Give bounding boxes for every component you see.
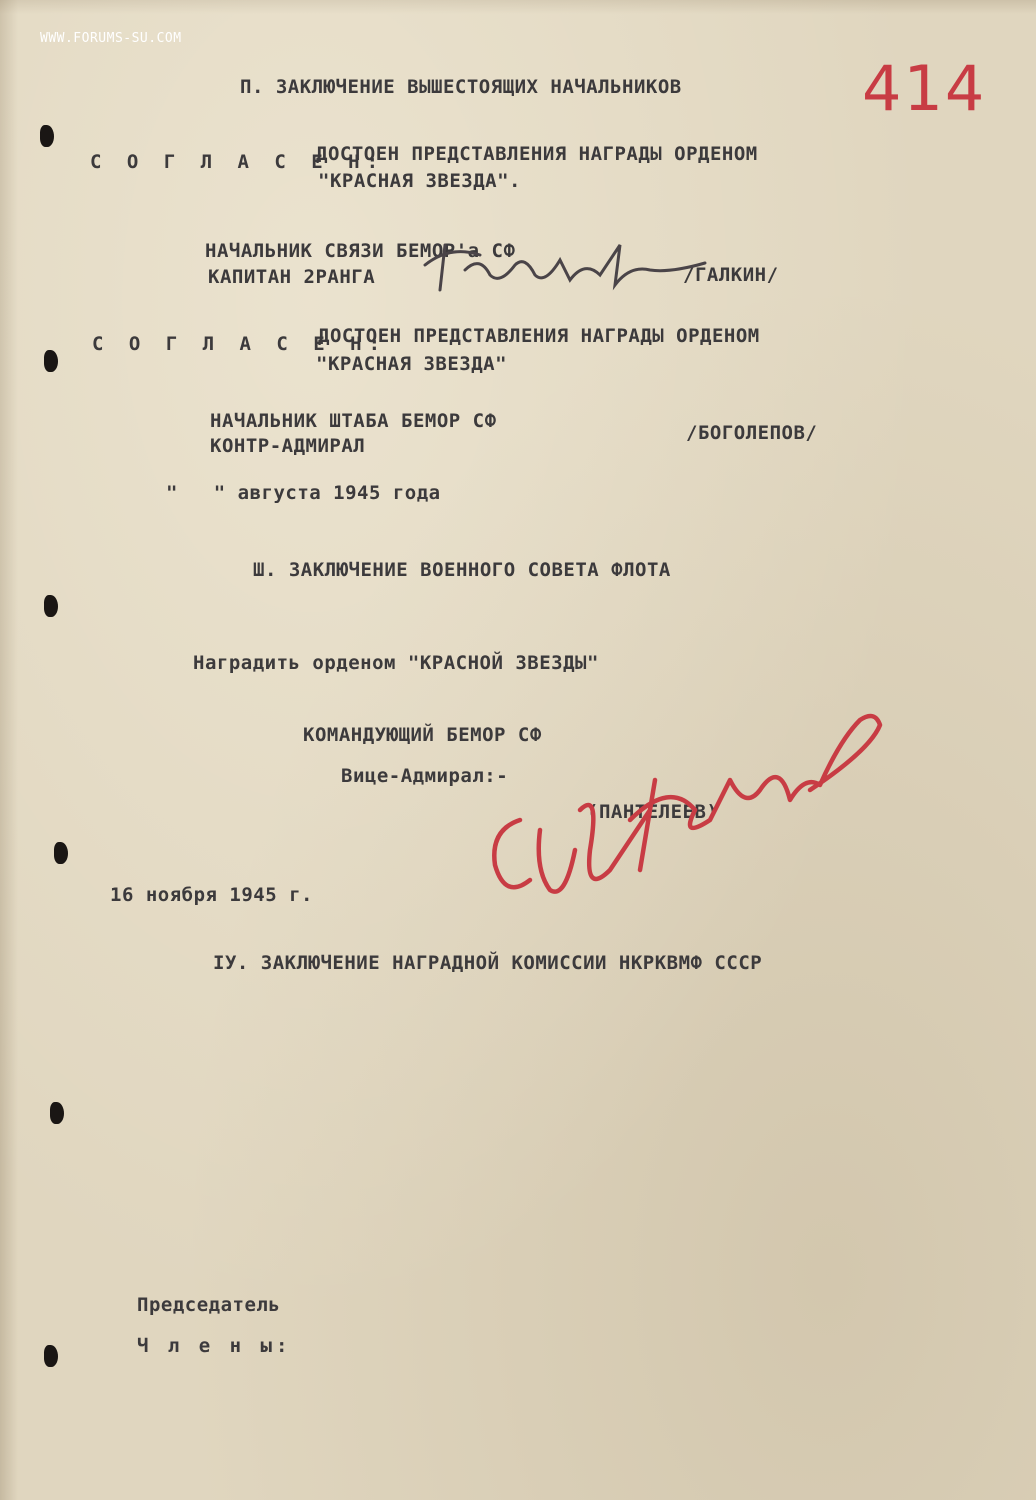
signature-galkin bbox=[420, 225, 710, 305]
agree-label: С О Г Л А С Е Н: bbox=[92, 333, 388, 355]
section2-heading: П. ЗАКЛЮЧЕНИЕ ВЫШЕСТОЯЩИХ НАЧАЛЬНИКОВ bbox=[240, 76, 682, 98]
signatory-title: НАЧАЛЬНИК ШТАБА БЕМОР СФ bbox=[210, 410, 497, 432]
section2-date: " " августа 1945 года bbox=[166, 482, 441, 504]
recommendation-line: ДОСТОЕН ПРЕДСТАВЛЕНИЯ НАГРАДЫ ОРДЕНОМ bbox=[318, 325, 760, 347]
binder-hole bbox=[44, 1345, 58, 1367]
chairman-label: Председатель bbox=[137, 1294, 281, 1316]
binder-hole bbox=[50, 1102, 64, 1124]
section3-heading: Ш. ЗАКЛЮЧЕНИЕ ВОЕННОГО СОВЕТА ФЛОТА bbox=[253, 559, 671, 581]
signatory-rank: КАПИТАН 2РАНГА bbox=[208, 266, 376, 288]
binder-hole bbox=[54, 842, 68, 864]
award-decision: Наградить орденом "КРАСНОЙ ЗВЕЗДЫ" bbox=[193, 652, 599, 674]
section4-heading: IУ. ЗАКЛЮЧЕНИЕ НАГРАДНОЙ КОМИССИИ НКРКВМФ СССР bbox=[213, 952, 763, 974]
signatory-name: /БОГОЛЕПОВ/ bbox=[686, 422, 818, 444]
recommendation-award: "КРАСНАЯ ЗВЕЗДА" bbox=[316, 353, 508, 375]
recommendation-award: "КРАСНАЯ ЗВЕЗДА". bbox=[318, 170, 521, 192]
members-label: Ч л е н ы: bbox=[137, 1335, 292, 1357]
binder-hole bbox=[44, 595, 58, 617]
page-number: 414 bbox=[862, 52, 987, 125]
watermark: WWW.FORUMS-SU.COM bbox=[40, 31, 182, 46]
signatory-rank: Вице-Адмирал:- bbox=[341, 765, 509, 787]
signatory-title: НАЧАЛЬНИК СВЯЗИ БЕМОР'а СФ bbox=[205, 240, 516, 262]
recommendation-line: ДОСТОЕН ПРЕДСТАВЛЕНИЯ НАГРАДЫ ОРДЕНОМ bbox=[316, 143, 758, 165]
signatory-name: (ПАНТЕЛЕЕВ) bbox=[587, 801, 719, 823]
section3-date: 16 ноября 1945 г. bbox=[110, 884, 313, 906]
signatory-title: КОМАНДУЮЩИЙ БЕМОР СФ bbox=[303, 724, 542, 746]
binder-hole bbox=[40, 125, 54, 147]
signatory-rank: КОНТР-АДМИРАЛ bbox=[210, 435, 366, 457]
signatory-name: /ГАЛКИН/ bbox=[683, 264, 779, 286]
signature-panteleev bbox=[480, 680, 890, 910]
binder-hole bbox=[44, 350, 58, 372]
agree-label: С О Г Л А С Е Н: bbox=[90, 151, 386, 173]
